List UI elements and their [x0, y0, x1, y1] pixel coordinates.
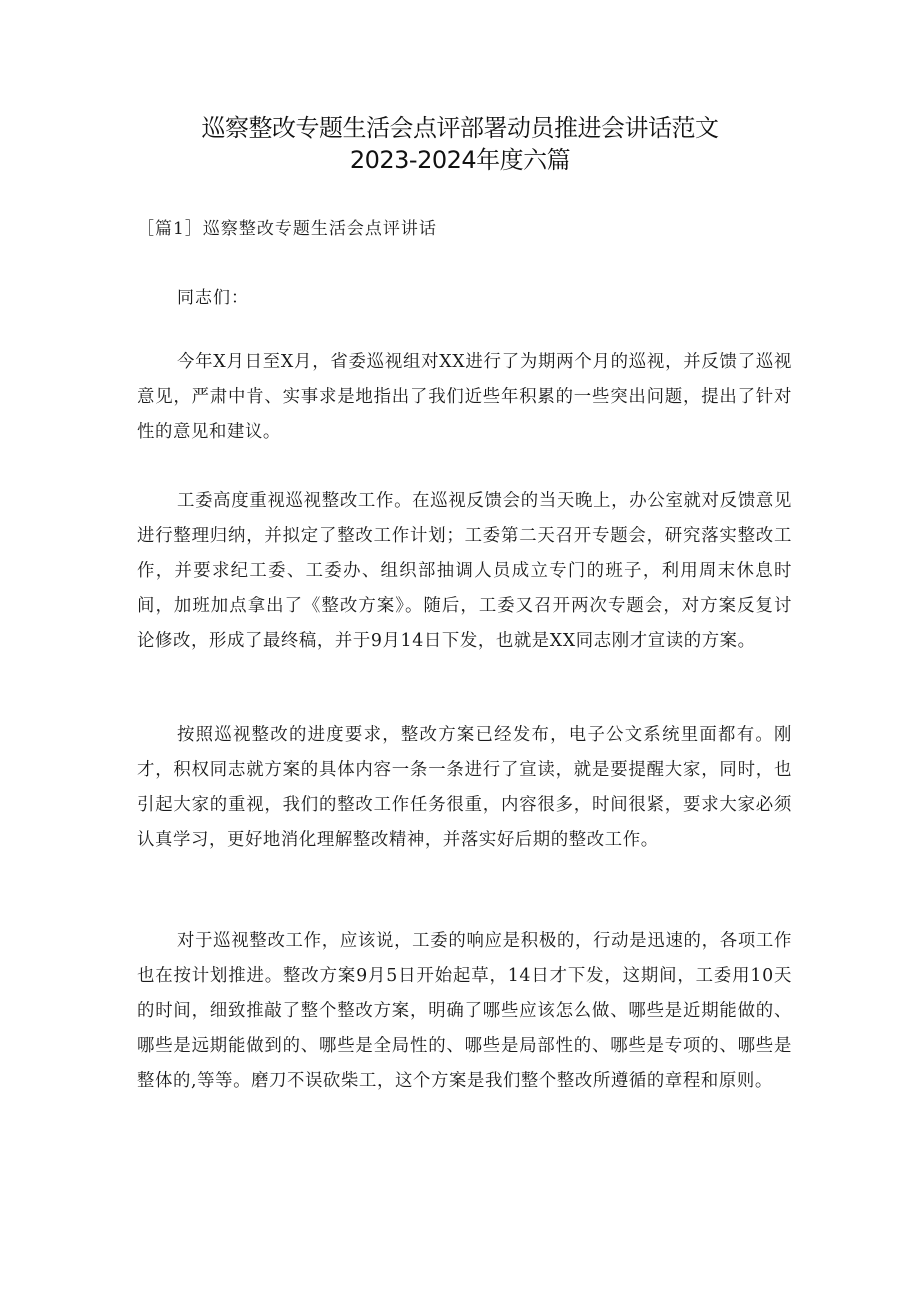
title-line-1: 巡察整改专题生活会点评部署动员推进会讲话范文: [201, 114, 719, 142]
greeting: 同志们：: [177, 288, 249, 308]
paragraph-4: 对于巡视整改工作，应该说，工委的响应是积极的，行动是迅速的，各项工作也在按计划推进。整改方案9月5日开始起草，14日才下发，这期间，工委用10天的时间，细致推敲了整个整改方案，明确了哪些应该怎么做、哪些是近期能做的、哪些是远期能做到的、哪些是全局性的、哪些是局部性的、哪些是专项的、哪些是整体的,等等。磨刀不误砍柴工，这个方案是我们整个整改所遵循的章程和原则。: [137, 931, 792, 1091]
paragraph-2: 工委高度重视巡视整改工作。在巡视反馈会的当天晚上，办公室就对反馈意见进行整理归纳，并拟定了整改工作计划；工委第二天召开专题会，研究落实整改工作，并要求纪工委、工委办、组织部抽调人员成立专门的班子，利用周末休息时间，加班加点拿出了《整改方案》。随后，工委又召开两次专题会，对方案反复讨论修改，形成了最终稿，并于9月14日下发，也就是XX同志刚才宣读的方案。: [137, 491, 792, 651]
paragraph-1: 今年X月日至X月，省委巡视组对XX进行了为期两个月的巡视，并反馈了巡视意见，严肃中肯、实事求是地指出了我们近些年积累的一些突出问题，提出了针对性的意见和建议。: [137, 352, 792, 442]
document-title: [0, 112, 920, 176]
section-heading: ［篇1］巡察整改专题生活会点评讲话: [137, 219, 437, 239]
title-line-2: 2023-2024年度六篇: [349, 146, 571, 174]
paragraph-3: 按照巡视整改的进度要求，整改方案已经发布，电子公文系统里面都有。刚才，积权同志就方案的具体内容一条一条进行了宣读，就是要提醒大家，同时，也引起大家的重视，我们的整改工作任务很重，内容很多，时间很紧，要求大家必须认真学习，更好地消化理解整改精神，并落实好后期的整改工作。: [137, 725, 792, 850]
